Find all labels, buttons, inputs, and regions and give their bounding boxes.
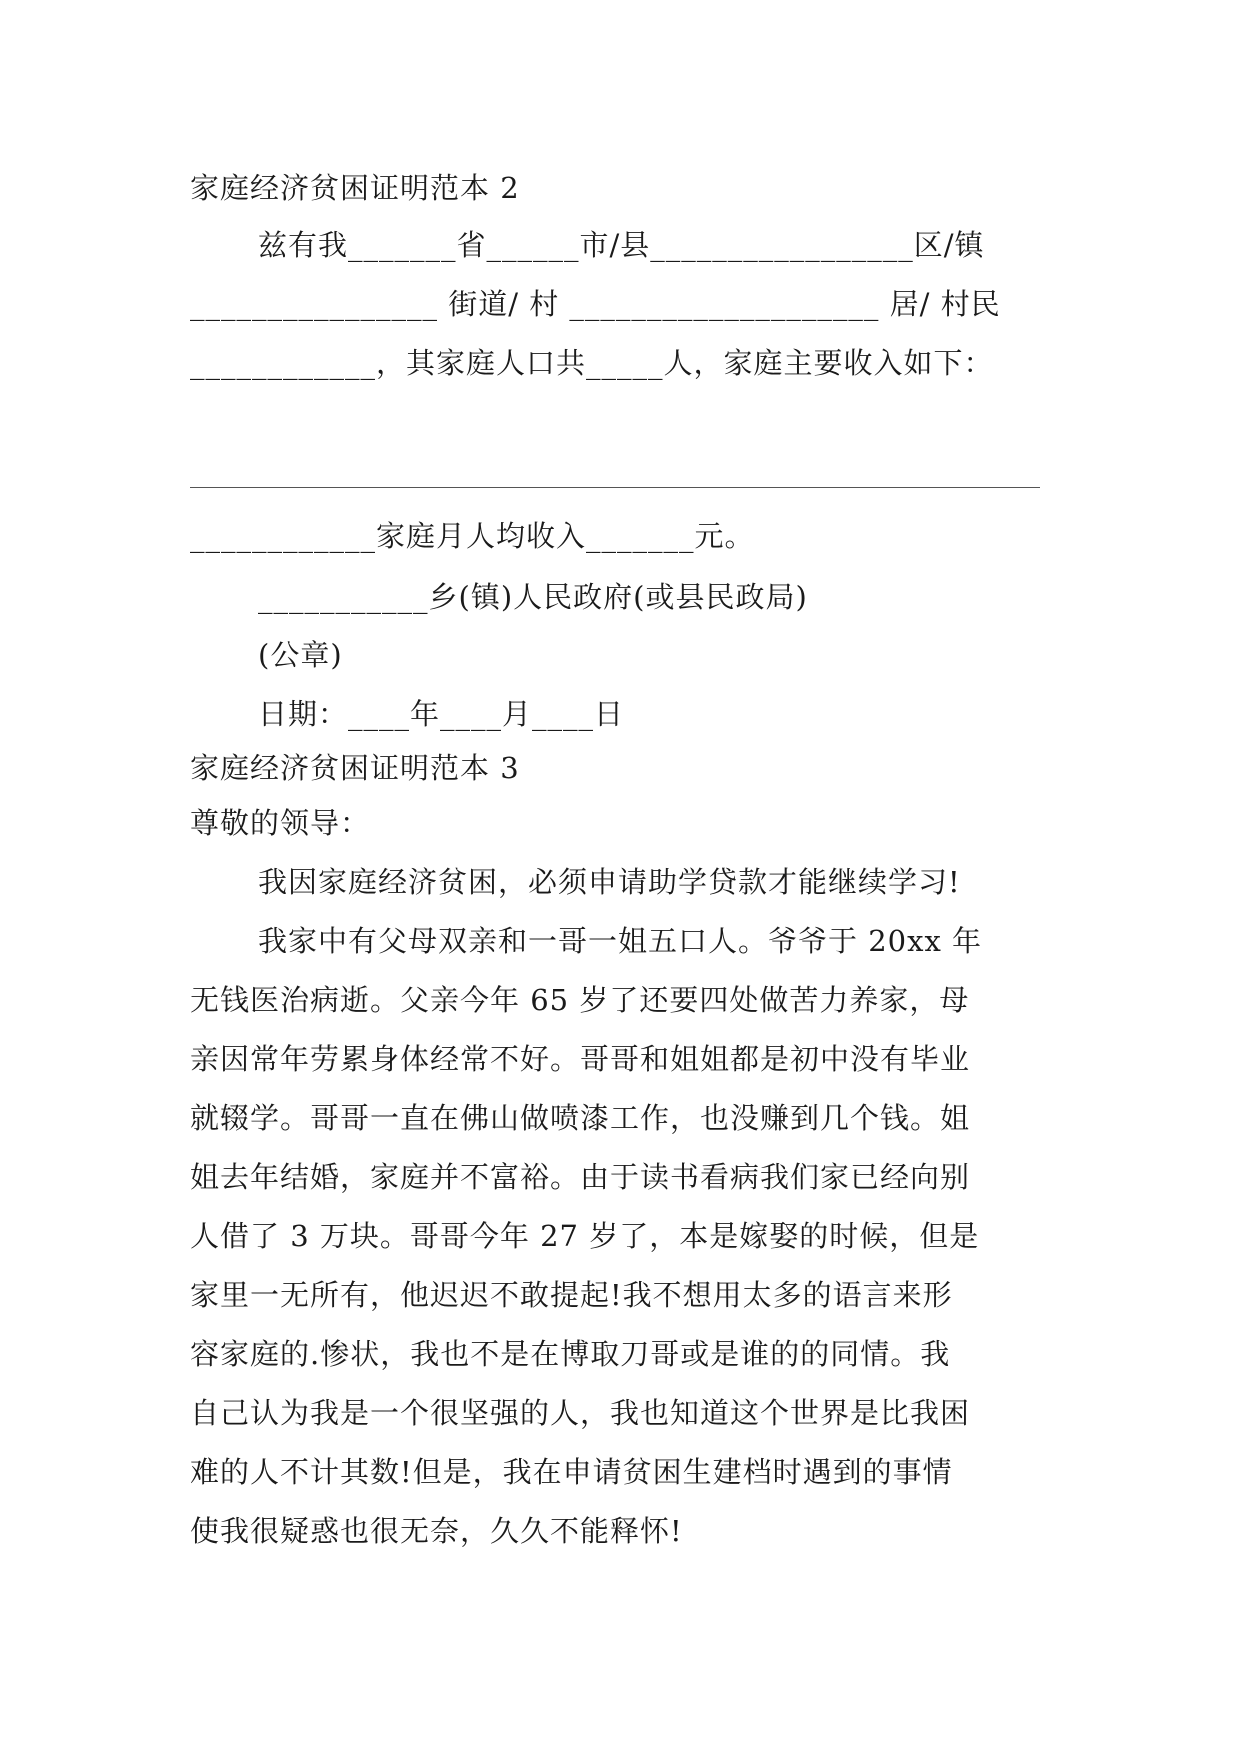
salutation: 尊敬的领导： (190, 806, 371, 840)
section-3-title: 家庭经济贫困证明范本 3 (190, 751, 520, 785)
paragraph-line: 使我很疑惑也很无奈，久久不能释怀! (190, 1514, 683, 1548)
form-line-2: ________________ 街道/ 村 ____________________ 居/ 村民 (190, 287, 1001, 321)
paragraph-line: 亲因常年劳累身体经常不好。哥哥和姐姐都是初中没有毕业 (190, 1042, 971, 1076)
paragraph-line: 家里一无所有，他迟迟不敢提起!我不想用太多的语言来形 (190, 1278, 953, 1312)
income-blank-line (190, 487, 1040, 488)
paragraph-line: 容家庭的.惨状，我也不是在博取刀哥或是谁的的同情。我 (190, 1337, 951, 1371)
paragraph-line: 我因家庭经济贫困，必须申请助学贷款才能继续学习! (258, 865, 961, 899)
paragraph-line: 姐去年结婚，家庭并不富裕。由于读书看病我们家已经向别 (190, 1160, 971, 1194)
form-line-4: ____________家庭月人均收入_______元。 (190, 519, 755, 553)
paragraph-line: 人借了 3 万块。哥哥今年 27 岁了，本是嫁娶的时候，但是 (190, 1219, 980, 1253)
section-2-title: 家庭经济贫困证明范本 2 (190, 171, 520, 205)
paragraph-line: 自己认为我是一个很坚强的人，我也知道这个世界是比我困 (190, 1396, 971, 1430)
form-line-1: 兹有我_______省______市/县_________________区/镇 (258, 228, 985, 262)
form-line-5: ___________乡(镇)人民政府(或县民政局) (258, 580, 808, 614)
form-line-3: ____________，其家庭人口共_____人，家庭主要收入如下： (190, 346, 994, 380)
seal-label: (公章) (258, 638, 343, 672)
paragraph-line: 难的人不计其数!但是，我在申请贫困生建档时遇到的事情 (190, 1455, 953, 1489)
date-line: 日期：____年____月____日 (258, 697, 625, 731)
paragraph-line: 就辍学。哥哥一直在佛山做喷漆工作，也没赚到几个钱。姐 (190, 1101, 971, 1135)
paragraph-line: 无钱医治病逝。父亲今年 65 岁了还要四处做苦力养家，母 (190, 983, 970, 1017)
paragraph-line: 我家中有父母双亲和一哥一姐五口人。爷爷于 20xx 年 (258, 924, 983, 958)
